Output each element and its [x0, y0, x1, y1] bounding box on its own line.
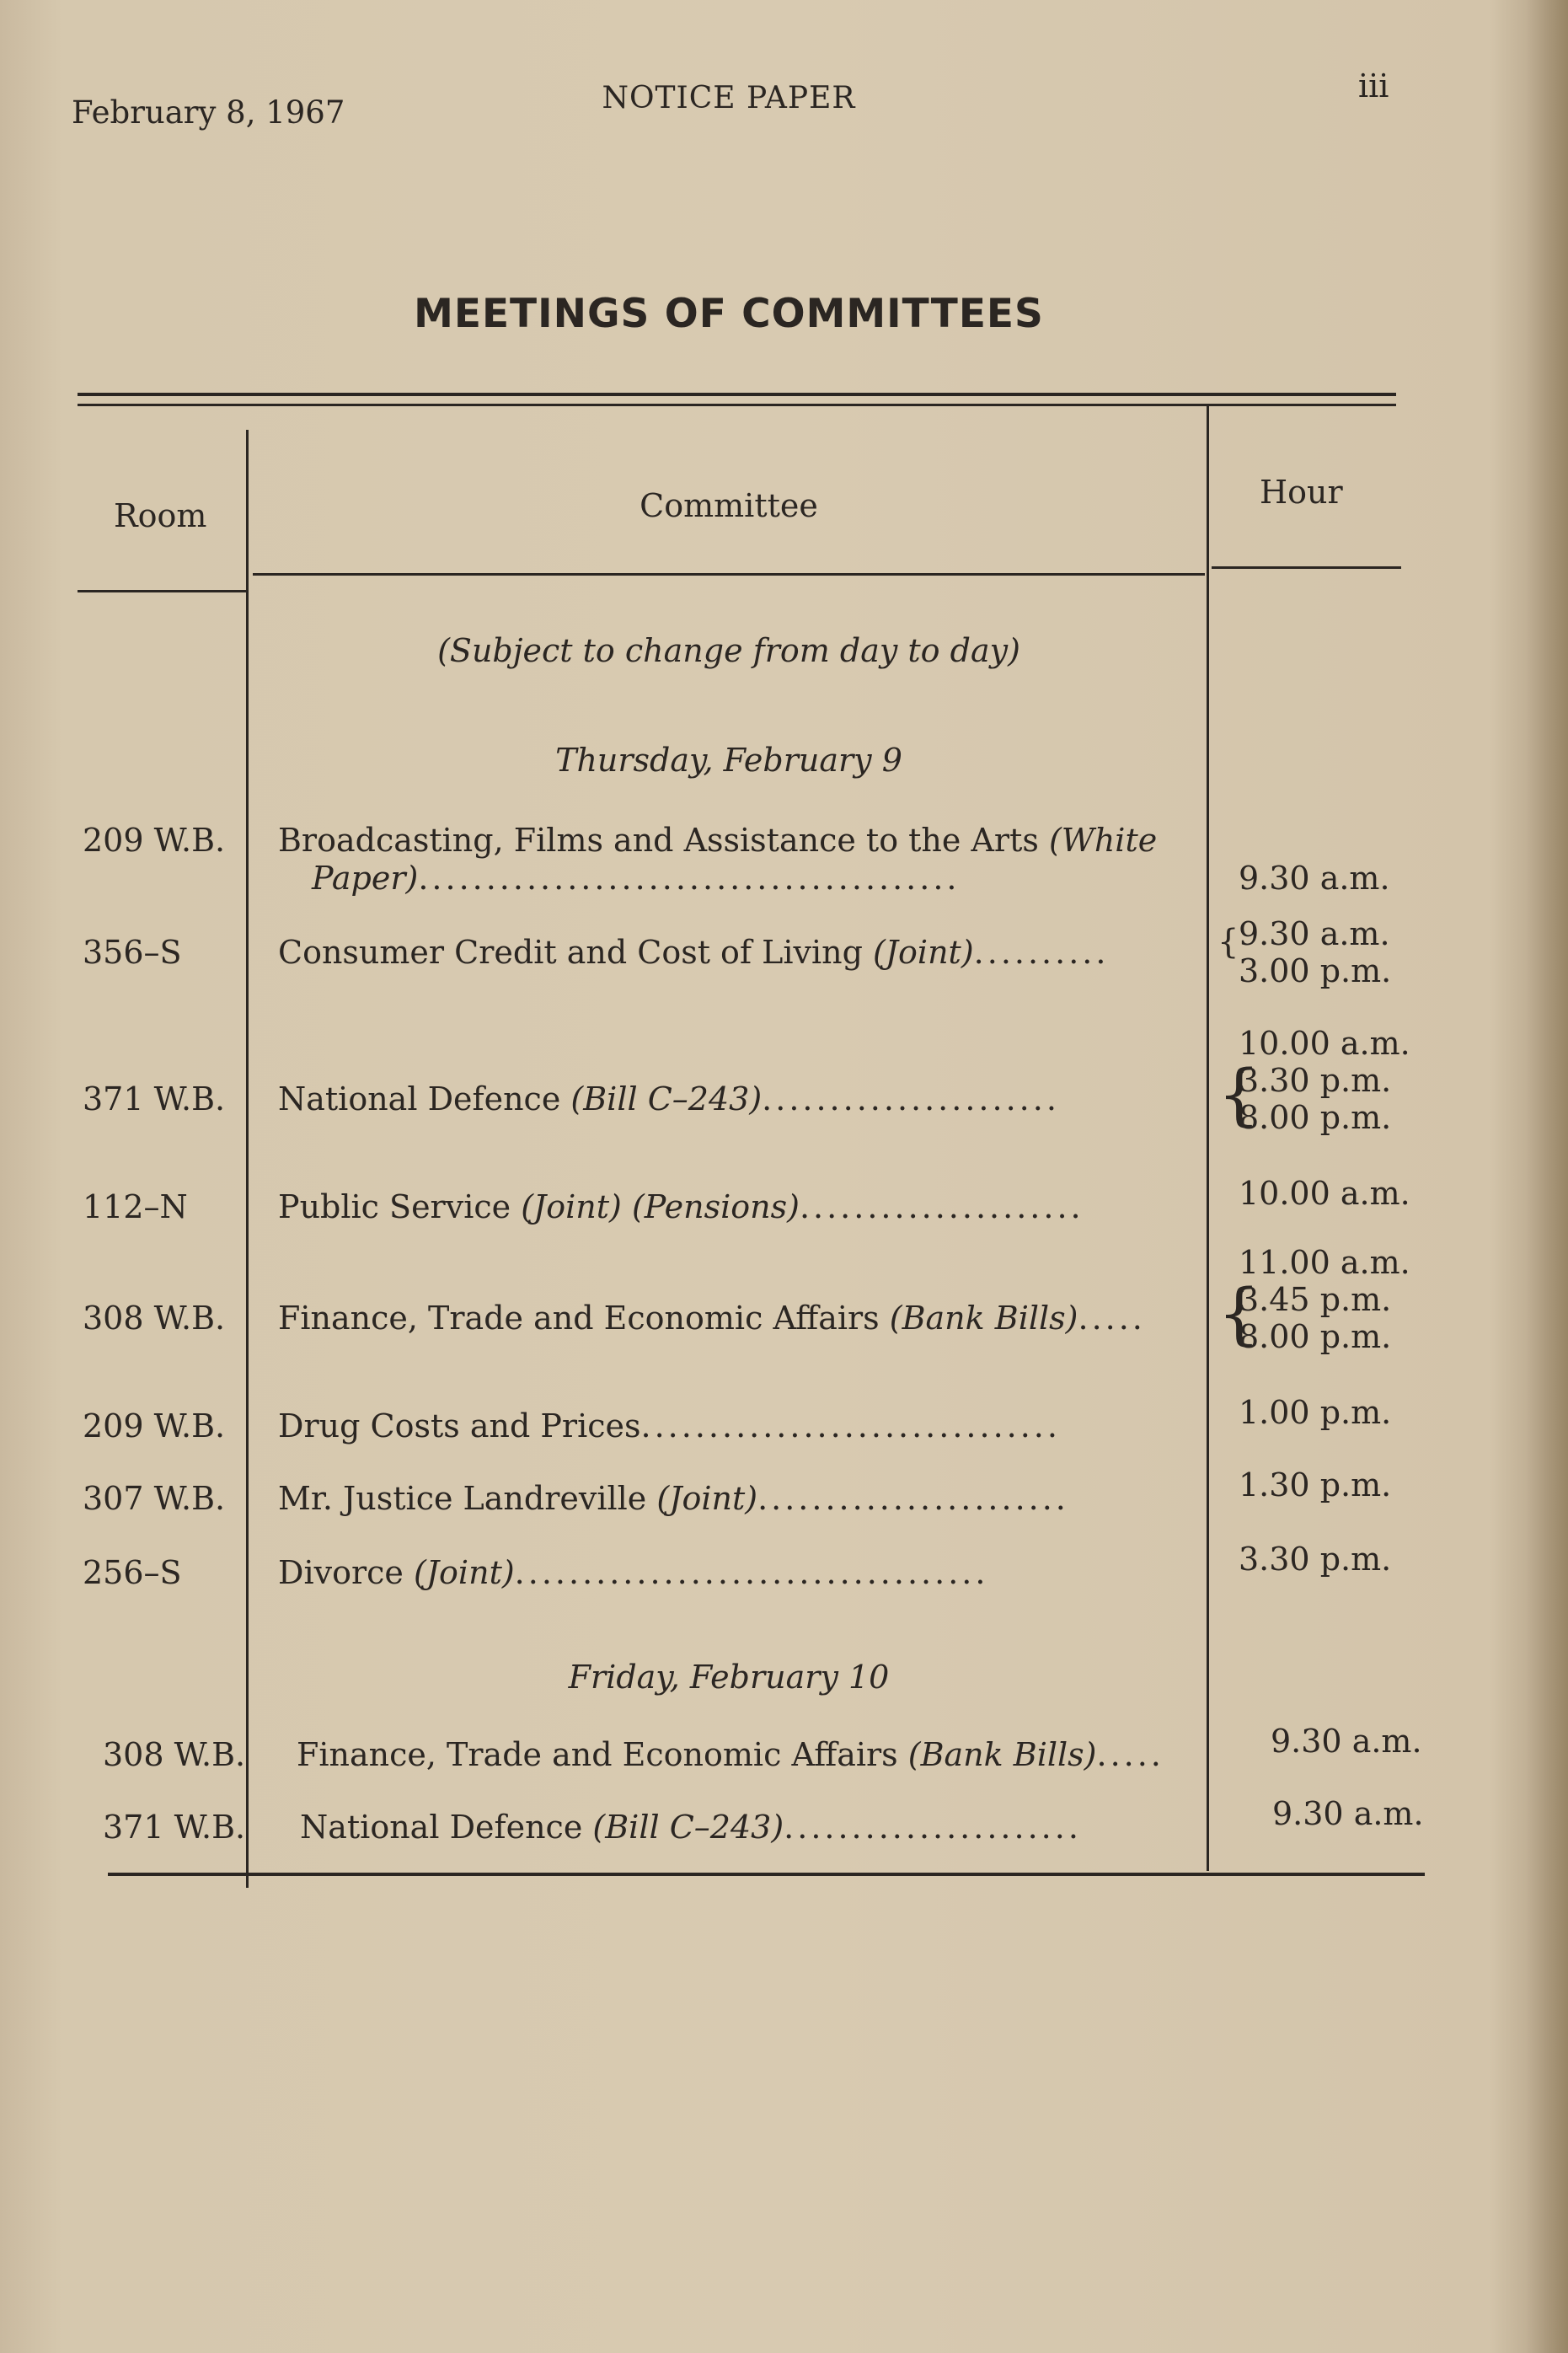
committee-note: (Joint) (Pensions) — [521, 1188, 800, 1225]
meeting-committee: Finance, Trade and Economic Affairs (Bank Bills)..... — [297, 1736, 1164, 1773]
meeting-hour: 10.00 a.m. — [1239, 1025, 1410, 1062]
committee-name: Divorce — [278, 1554, 404, 1591]
meeting-hour: 9.30 a.m. — [1239, 860, 1390, 897]
meeting-room: 371 W.B. — [103, 1809, 246, 1846]
column-header-hour: Hour — [1260, 474, 1343, 511]
meeting-hours — [1239, 1541, 1391, 1578]
committee-name: National Defence — [278, 1080, 561, 1118]
meeting-hours — [1272, 1795, 1424, 1832]
meeting-hour: 9.30 a.m. — [1239, 915, 1390, 952]
meeting-committee: Public Service (Joint) (Pensions)..................... — [278, 1188, 1084, 1225]
meeting-hour: 10.00 a.m. — [1239, 1175, 1410, 1212]
committee-note: (Joint) — [872, 934, 974, 971]
room-header-rule — [78, 590, 246, 592]
page-title: MEETINGS OF COMMITTEES — [414, 291, 1044, 337]
page-edge-shadow — [1526, 0, 1568, 2353]
meeting-hours — [1239, 1244, 1410, 1355]
committee-name: Public Service — [278, 1188, 511, 1225]
committee-note: (White — [1048, 822, 1158, 859]
meeting-hour: 9.30 a.m. — [1271, 1723, 1422, 1760]
meeting-row — [0, 1723, 1568, 1787]
hours-brace: { — [1217, 923, 1239, 962]
meeting-hours — [1239, 1394, 1391, 1431]
table-bottom-rule — [108, 1873, 1425, 1876]
meeting-hour: 8.00 p.m. — [1239, 1099, 1392, 1136]
committee-name: Finance, Trade and Economic Affairs — [297, 1736, 898, 1773]
meeting-hours — [1239, 860, 1390, 897]
meeting-hour: 3.30 p.m. — [1239, 1062, 1392, 1099]
committee-note: (Joint) — [656, 1480, 758, 1517]
meeting-row — [0, 1394, 1568, 1458]
meeting-room: 308 W.B. — [103, 1736, 246, 1773]
meeting-committee-continuation: Paper)........................................ — [312, 860, 961, 897]
hours-brace: { — [1217, 1274, 1260, 1353]
committee-note: (Bill C–243) — [570, 1080, 763, 1118]
meeting-hours — [1239, 1466, 1391, 1503]
committee-header-rule — [253, 573, 1205, 576]
meeting-committee: Finance, Trade and Economic Affairs (Bank Bills)..... — [278, 1300, 1146, 1337]
committee-name: Finance, Trade and Economic Affairs — [278, 1300, 880, 1337]
meeting-hour: 8.00 p.m. — [1239, 1318, 1392, 1355]
meeting-hour: 3.00 p.m. — [1239, 952, 1392, 989]
committee-name: National Defence — [300, 1809, 583, 1846]
meeting-room: 371 W.B. — [83, 1080, 226, 1118]
meeting-hours — [1239, 915, 1391, 989]
room-column-divider — [246, 430, 249, 1888]
meeting-committee: Drug Costs and Prices............................... — [278, 1407, 1061, 1444]
meeting-hour: 3.45 p.m. — [1239, 1281, 1392, 1318]
table-top-rule-inner — [78, 404, 1396, 406]
meeting-hour: 9.30 a.m. — [1272, 1795, 1424, 1832]
meeting-hour: 1.00 p.m. — [1239, 1394, 1392, 1431]
committee-name: Broadcasting, Films and Assistance to the Arts — [278, 822, 1039, 859]
column-header-room: Room — [114, 497, 207, 534]
meeting-room: 256–S — [83, 1554, 182, 1591]
meeting-row — [0, 1541, 1568, 1605]
header-publication: NOTICE PAPER — [602, 81, 856, 115]
meeting-committee: Consumer Credit and Cost of Living (Joint).......... — [278, 934, 1110, 971]
meeting-room: 112–N — [83, 1188, 188, 1225]
meeting-room: 209 W.B. — [83, 1407, 226, 1444]
committee-note: (Joint) — [414, 1554, 515, 1591]
meeting-room: 308 W.B. — [83, 1300, 226, 1337]
meeting-row — [0, 1025, 1568, 1136]
meeting-row — [0, 1175, 1568, 1239]
committee-note: (Bank Bills) — [907, 1736, 1097, 1773]
meeting-row — [0, 1466, 1568, 1530]
meeting-row — [0, 915, 1568, 989]
hour-header-rule — [1212, 566, 1401, 569]
meeting-hours — [1271, 1723, 1422, 1760]
meeting-committee: Mr. Justice Landreville (Joint)....................... — [278, 1480, 1069, 1517]
meeting-hour: 11.00 a.m. — [1239, 1244, 1410, 1281]
day-heading: Thursday, February 9 — [555, 742, 902, 779]
meeting-hours — [1239, 1175, 1410, 1212]
meeting-row — [0, 1244, 1568, 1355]
committee-name: Consumer Credit and Cost of Living — [278, 934, 863, 971]
committee-note: (Bill C–243) — [592, 1809, 784, 1846]
meeting-hour: 3.30 p.m. — [1239, 1541, 1392, 1578]
day-heading: Friday, February 10 — [568, 1659, 890, 1696]
committee-name: Drug Costs and Prices — [278, 1407, 641, 1444]
committee-name: Mr. Justice Landreville — [278, 1480, 647, 1517]
meeting-room: 209 W.B. — [83, 822, 226, 859]
meeting-committee: National Defence (Bill C–243)...................... — [300, 1809, 1082, 1846]
meeting-hours — [1239, 1025, 1410, 1136]
header-page-number: iii — [1358, 67, 1389, 105]
committee-note: (Bank Bills) — [889, 1300, 1078, 1337]
committee-note-continuation: Paper) — [312, 860, 419, 897]
meeting-room: 307 W.B. — [83, 1480, 226, 1517]
meeting-row — [0, 1795, 1568, 1859]
subject-note: (Subject to change from day to day) — [437, 632, 1020, 669]
meeting-room: 356–S — [83, 934, 182, 971]
meeting-committee: Divorce (Joint)................................... — [278, 1554, 989, 1591]
hours-brace: { — [1217, 1055, 1260, 1134]
hour-column-divider — [1207, 406, 1209, 1871]
meeting-hour: 1.30 p.m. — [1239, 1466, 1392, 1503]
header-date: February 8, 1967 — [72, 94, 345, 131]
meeting-committee — [278, 822, 1192, 859]
table-top-rule — [78, 393, 1396, 396]
meeting-row-continuation — [0, 860, 1568, 910]
meeting-committee: National Defence (Bill C–243)...................... — [278, 1080, 1060, 1118]
column-header-committee: Committee — [640, 487, 818, 524]
